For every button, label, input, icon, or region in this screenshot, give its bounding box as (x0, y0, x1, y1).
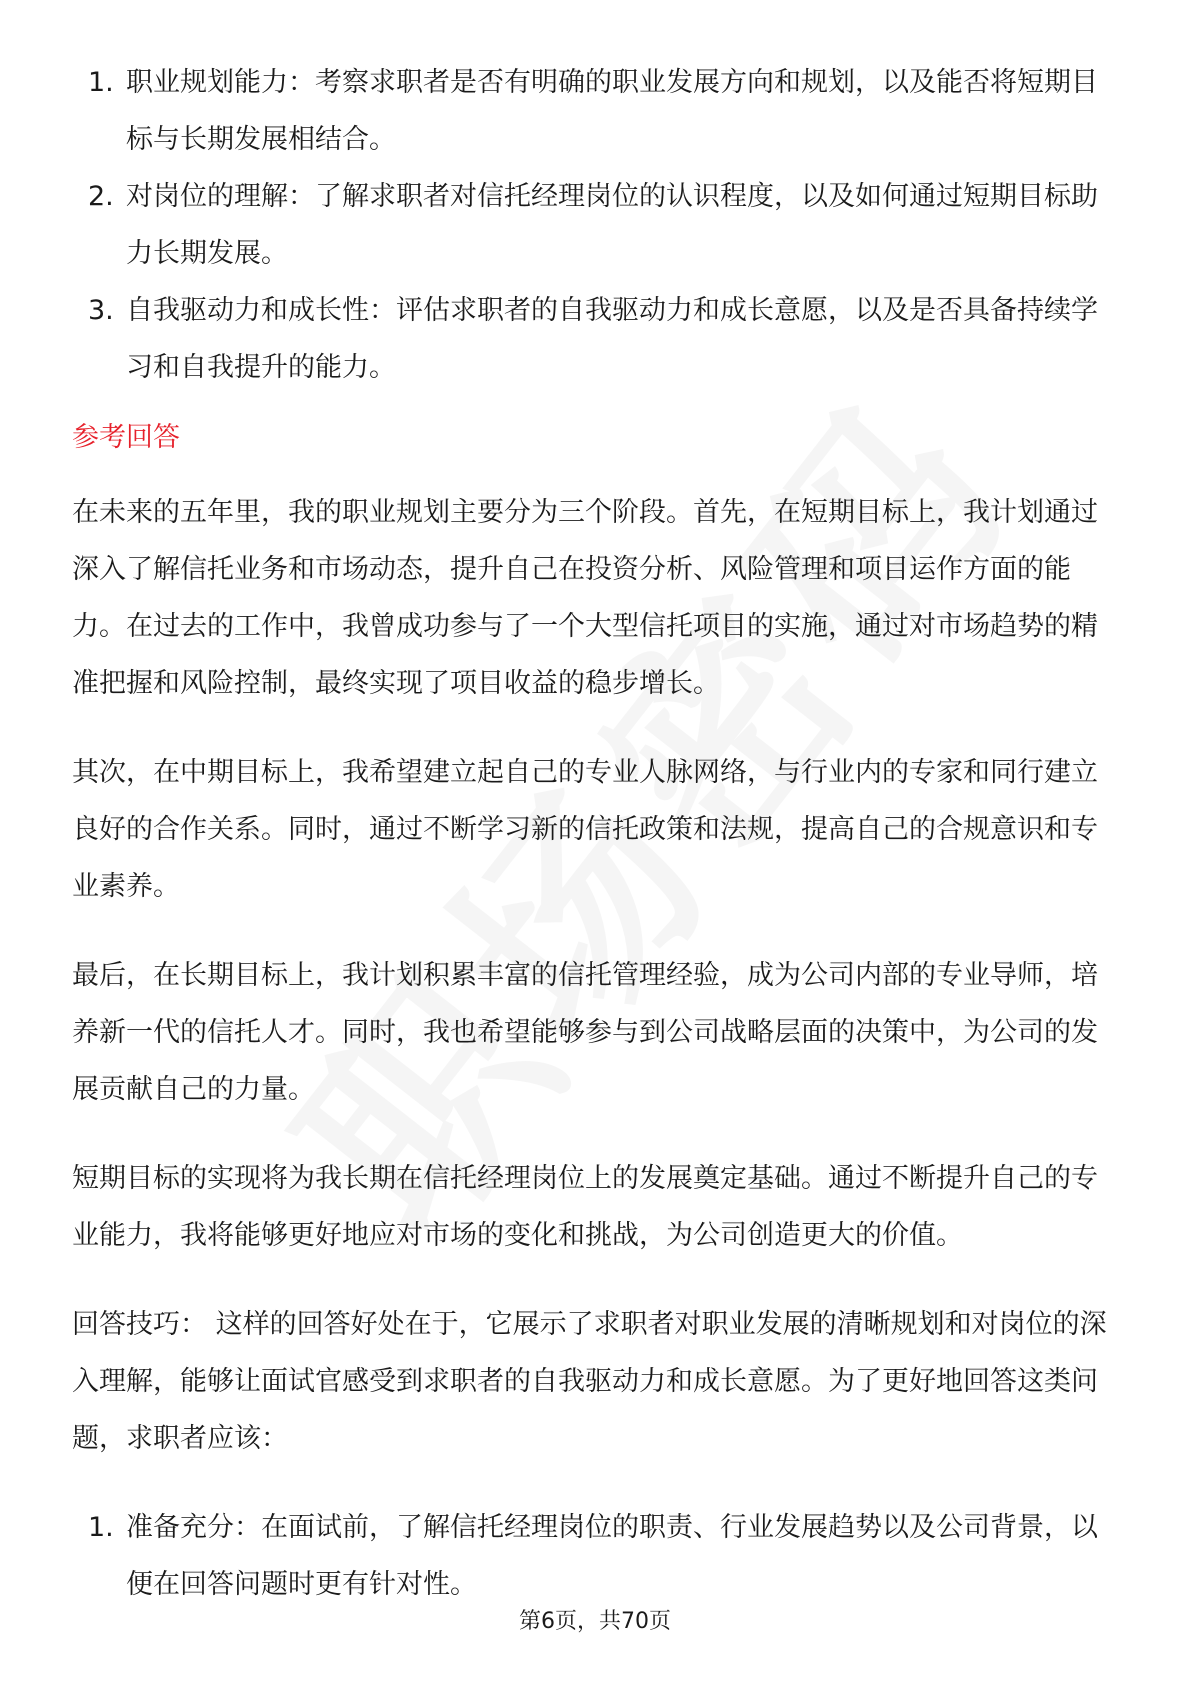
list-text: 职业规划能力：考察求职者是否有明确的职业发展方向和规划，以及能否将短期目标与长期发展相结合。 (126, 67, 1098, 155)
reference-answer-heading: 参考回答 (72, 422, 180, 453)
list-text: 准备充分：在面试前，了解信托经理岗位的职责、行业发展趋势以及公司背景，以便在回答问题时更有针对性。 (126, 1512, 1098, 1600)
answer-tips-paragraph: 回答技巧： 这样的回答好处在于，它展示了求职者对职业发展的清晰规划和对岗位的深入理解，能够让面试官感受到求职者的自我驱动力和成长意愿。为了更好地回答这类问题，求职者应该： (72, 1309, 1107, 1454)
list-item (72, 282, 1124, 396)
paragraph: 短期目标的实现将为我长期在信托经理岗位上的发展奠定基础。通过不断提升自己的专业能力，我将能够更好地应对市场的变化和挑战，为公司创造更大的价值。 (72, 1163, 1098, 1251)
paragraph: 在未来的五年里，我的职业规划主要分为三个阶段。首先，在短期目标上，我计划通过深入了解信托业务和市场动态，提升自己在投资分析、风险管理和项目运作方面的能力。在过去的工作中，我曾成功参与了一个大型信托项目的实施，通过对市场趋势的精准把握和风险控制，最终实现了项目收益的稳步增长。 (72, 497, 1098, 699)
list-text: 对岗位的理解：了解求职者对信托经理岗位的认识程度，以及如何通过短期目标助力长期发展。 (126, 181, 1098, 269)
list-number: 1. (88, 1512, 114, 1543)
list-item (72, 54, 1124, 168)
document-page (72, 54, 1124, 1613)
intro-list (72, 54, 1124, 396)
list-number: 1. (88, 67, 114, 98)
paragraph: 其次，在中期目标上，我希望建立起自己的专业人脉网络，与行业内的专家和同行建立良好的合作关系。同时，通过不断学习新的信托政策和法规，提高自己的合规意识和专业素养。 (72, 757, 1098, 902)
list-number: 2. (88, 181, 114, 212)
list-item (72, 168, 1124, 282)
list-item (72, 1499, 1124, 1613)
page-number: 第6页，共70页 (519, 1609, 671, 1634)
paragraph: 最后，在长期目标上，我计划积累丰富的信托管理经验，成为公司内部的专业导师，培养新一代的信托人才。同时，我也希望能够参与到公司战略层面的决策中，为公司的发展贡献自己的力量。 (72, 960, 1098, 1105)
list-text: 自我驱动力和成长性：评估求职者的自我驱动力和成长意愿，以及是否具备持续学习和自我提升的能力。 (126, 295, 1098, 383)
list-number: 3. (88, 295, 114, 326)
tips-list (72, 1499, 1124, 1613)
